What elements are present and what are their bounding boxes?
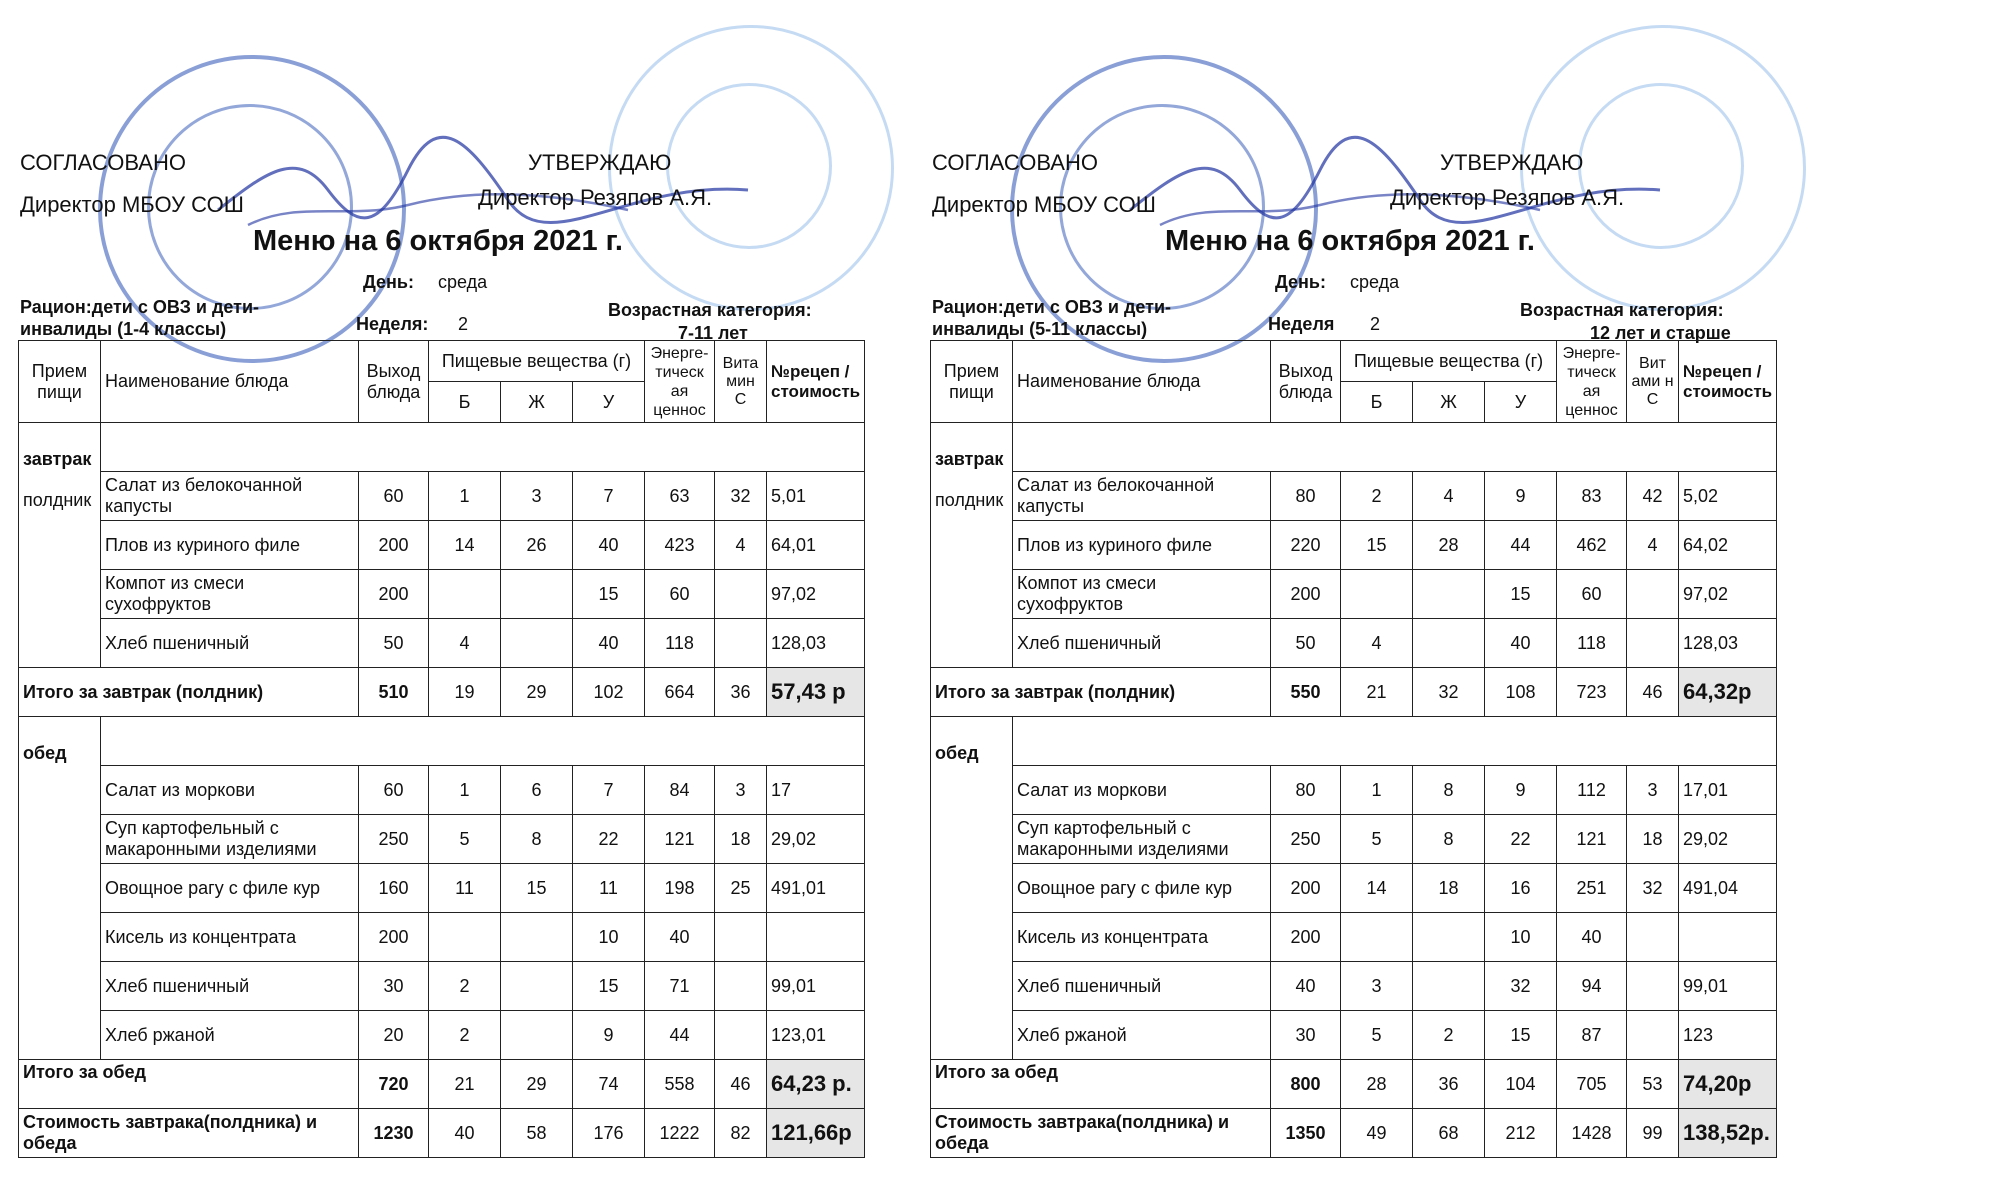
- cell-vitamin-c: 32: [1627, 864, 1679, 913]
- cell-energy: 723: [1557, 668, 1627, 717]
- cell-zh: 18: [1413, 864, 1485, 913]
- cell-yield: 30: [1271, 1011, 1341, 1060]
- cell-energy: 1222: [645, 1109, 715, 1158]
- cell-energy: 118: [1557, 619, 1627, 668]
- cell-u: 44: [1485, 521, 1557, 570]
- cell-energy: 121: [1557, 815, 1627, 864]
- table-row: [931, 1011, 1777, 1060]
- dish-name: Компот из смеси сухофруктов: [1013, 570, 1271, 619]
- cell-zh: 32: [1413, 668, 1485, 717]
- cell-zh: 28: [1413, 521, 1485, 570]
- cell-vitamin-c: [1627, 962, 1679, 1011]
- cell-u: 11: [573, 864, 645, 913]
- cell-energy: 94: [1557, 962, 1627, 1011]
- cell-vitamin-c: [1627, 913, 1679, 962]
- director-school: Директор МБОУ СОШ: [932, 192, 1156, 217]
- cell-yield: 20: [359, 1011, 429, 1060]
- cell-yield: 220: [1271, 521, 1341, 570]
- cell-u: 10: [1485, 913, 1557, 962]
- total-price: 64,23 р.: [767, 1060, 865, 1109]
- cell-zh: [1413, 619, 1485, 668]
- table-row: [931, 570, 1777, 619]
- cell-u: 10: [573, 913, 645, 962]
- total-row: [931, 1109, 1777, 1158]
- cell-vitamin-c: 18: [1627, 815, 1679, 864]
- cell-yield: 30: [359, 962, 429, 1011]
- cell-price: 5,02: [1679, 472, 1777, 521]
- age-value: 12 лет и старше: [1590, 323, 1731, 343]
- approved-label: УТВЕРЖДАЮ: [528, 150, 672, 175]
- cell-energy: 63: [645, 472, 715, 521]
- category-breakfast: завтрак: [935, 449, 1004, 469]
- director-name: Директор Резяпов А.Я.: [1390, 185, 1625, 210]
- menu-panel-right: [930, 0, 1810, 1197]
- table-row: [931, 913, 1777, 962]
- dish-name: Салат из моркови: [101, 766, 359, 815]
- cell-u: 32: [1485, 962, 1557, 1011]
- age-label: Возрастная категория:: [608, 300, 812, 320]
- cell-u: 176: [573, 1109, 645, 1158]
- table-row: [931, 864, 1777, 913]
- dish-name: Салат из моркови: [1013, 766, 1271, 815]
- cell-energy: 664: [645, 668, 715, 717]
- cell-zh: [501, 962, 573, 1011]
- table-row: [19, 815, 865, 864]
- dish-name: Хлеб ржаной: [101, 1011, 359, 1060]
- cell-energy: 44: [645, 1011, 715, 1060]
- cell-energy: 462: [1557, 521, 1627, 570]
- cell-zh: 58: [501, 1109, 573, 1158]
- cell-u: 22: [1485, 815, 1557, 864]
- cell-yield: 80: [1271, 766, 1341, 815]
- cell-vitamin-c: [1627, 570, 1679, 619]
- dish-name: Хлеб пшеничный: [101, 962, 359, 1011]
- menu-table: [18, 340, 865, 1158]
- director-name: Директор Резяпов А.Я.: [478, 185, 713, 210]
- table-row: [19, 472, 865, 521]
- dish-name: Кисель из концентрата: [101, 913, 359, 962]
- total-row: [19, 1060, 865, 1109]
- header-yield: Выход блюда: [359, 341, 429, 423]
- table-row: [19, 864, 865, 913]
- cell-u: 74: [573, 1060, 645, 1109]
- total-price: 64,32р: [1679, 668, 1777, 717]
- cell-energy: 112: [1557, 766, 1627, 815]
- total-row: [19, 1109, 865, 1158]
- cell-b: [1341, 913, 1413, 962]
- cell-yield: 200: [359, 521, 429, 570]
- cell-price: 5,01: [767, 472, 865, 521]
- cell-yield: 550: [1271, 668, 1341, 717]
- cell-price: 17,01: [1679, 766, 1777, 815]
- cell-vitamin-c: 42: [1627, 472, 1679, 521]
- cell-b: 5: [429, 815, 501, 864]
- total-lunch-label: Итого за обед: [931, 1060, 1271, 1109]
- menu-title: Меню на 6 октября 2021 г.: [1165, 225, 1535, 257]
- age-label: Возрастная категория:: [1520, 300, 1724, 320]
- total-breakfast-label: Итого за завтрак (полдник): [19, 668, 359, 717]
- header-b: Б: [1341, 382, 1413, 423]
- cell-yield: 510: [359, 668, 429, 717]
- cell-b: 2: [429, 962, 501, 1011]
- header-yield: Выход блюда: [1271, 341, 1341, 423]
- total-row: [931, 1060, 1777, 1109]
- cell-price: [1679, 913, 1777, 962]
- dish-name: Хлеб ржаной: [1013, 1011, 1271, 1060]
- cell-b: 1: [429, 472, 501, 521]
- table-row: [19, 913, 865, 962]
- day-value: среда: [438, 272, 488, 292]
- cell-vitamin-c: 36: [715, 668, 767, 717]
- cell-energy: 40: [1557, 913, 1627, 962]
- cell-u: 15: [1485, 570, 1557, 619]
- week-label: Неделя: [1268, 314, 1335, 334]
- cell-b: 2: [429, 1011, 501, 1060]
- cell-u: 22: [573, 815, 645, 864]
- cell-zh: 15: [501, 864, 573, 913]
- cell-vitamin-c: 4: [1627, 521, 1679, 570]
- cell-energy: 40: [645, 913, 715, 962]
- cell-yield: 80: [1271, 472, 1341, 521]
- director-school: Директор МБОУ СОШ: [20, 192, 244, 217]
- category-lunch: обед: [19, 717, 101, 1060]
- cell-b: 5: [1341, 1011, 1413, 1060]
- cell-vitamin-c: 46: [1627, 668, 1679, 717]
- cell-yield: 200: [1271, 913, 1341, 962]
- cell-yield: 200: [359, 913, 429, 962]
- cell-vitamin-c: 3: [1627, 766, 1679, 815]
- table-row: [19, 766, 865, 815]
- approved-label: УТВЕРЖДАЮ: [1440, 150, 1584, 175]
- cell-b: 1: [1341, 766, 1413, 815]
- cell-energy: 558: [645, 1060, 715, 1109]
- cell-b: 19: [429, 668, 501, 717]
- ration-text: Рацион:дети с ОВЗ и дети-инвалиды (1-4 классы): [20, 297, 260, 339]
- header-dish: Наименование блюда: [101, 341, 359, 423]
- cell-yield: 200: [1271, 864, 1341, 913]
- category-lunch: обед: [931, 717, 1013, 1060]
- cell-b: 3: [1341, 962, 1413, 1011]
- cell-b: [1341, 570, 1413, 619]
- cell-u: 9: [573, 1011, 645, 1060]
- cell-u: 40: [1485, 619, 1557, 668]
- cell-price: 97,02: [767, 570, 865, 619]
- total-price: 74,20р: [1679, 1060, 1777, 1109]
- header-u: У: [1485, 382, 1557, 423]
- cell-u: 9: [1485, 472, 1557, 521]
- cell-u: 16: [1485, 864, 1557, 913]
- cell-u: 15: [1485, 1011, 1557, 1060]
- cell-zh: 3: [501, 472, 573, 521]
- cell-energy: 705: [1557, 1060, 1627, 1109]
- dish-name: Салат из белокочанной капусты: [1013, 472, 1271, 521]
- cell-u: 40: [573, 521, 645, 570]
- cell-zh: 8: [1413, 815, 1485, 864]
- cell-yield: 200: [359, 570, 429, 619]
- cell-vitamin-c: 18: [715, 815, 767, 864]
- table-row: [19, 521, 865, 570]
- cell-vitamin-c: [715, 619, 767, 668]
- menu-title: Меню на 6 октября 2021 г.: [253, 225, 623, 257]
- total-row: [19, 668, 865, 717]
- cell-zh: 68: [1413, 1109, 1485, 1158]
- cell-b: 14: [429, 521, 501, 570]
- cell-yield: 1230: [359, 1109, 429, 1158]
- table-row: [931, 521, 1777, 570]
- cell-zh: 4: [1413, 472, 1485, 521]
- age-value: 7-11 лет: [678, 323, 748, 343]
- cell-energy: 423: [645, 521, 715, 570]
- cell-price: 128,03: [767, 619, 865, 668]
- cell-u: 108: [1485, 668, 1557, 717]
- cell-energy: 1428: [1557, 1109, 1627, 1158]
- total-price: 57,43 р: [767, 668, 865, 717]
- cell-zh: 29: [501, 1060, 573, 1109]
- cell-b: 28: [1341, 1060, 1413, 1109]
- cell-vitamin-c: [715, 1011, 767, 1060]
- header-recipe: №рецеп /стоимость: [767, 341, 865, 423]
- cell-u: 40: [573, 619, 645, 668]
- table-row: [19, 1011, 865, 1060]
- cell-price: 491,01: [767, 864, 865, 913]
- cell-vitamin-c: 82: [715, 1109, 767, 1158]
- cell-energy: 87: [1557, 1011, 1627, 1060]
- cell-price: 128,03: [1679, 619, 1777, 668]
- cell-zh: 8: [501, 815, 573, 864]
- cell-energy: 118: [645, 619, 715, 668]
- cell-price: 99,01: [767, 962, 865, 1011]
- cell-yield: 60: [359, 472, 429, 521]
- header-nutrients: Пищевые вещества (г): [1341, 341, 1557, 382]
- category-snack: полдник: [935, 490, 1004, 510]
- header-energy: Энерге- тическ ая ценнос: [645, 341, 715, 423]
- dish-name: Компот из смеси сухофруктов: [101, 570, 359, 619]
- dish-name: Овощное рагу с филе кур: [101, 864, 359, 913]
- cell-vitamin-c: [715, 570, 767, 619]
- cell-yield: 250: [359, 815, 429, 864]
- cell-b: 49: [1341, 1109, 1413, 1158]
- dish-name: Кисель из концентрата: [1013, 913, 1271, 962]
- cell-energy: 84: [645, 766, 715, 815]
- table-row: [19, 962, 865, 1011]
- cell-vitamin-c: 32: [715, 472, 767, 521]
- cell-zh: 26: [501, 521, 573, 570]
- header-u: У: [573, 382, 645, 423]
- cell-b: 11: [429, 864, 501, 913]
- cell-vitamin-c: 53: [1627, 1060, 1679, 1109]
- table-row: [931, 962, 1777, 1011]
- cell-price: 97,02: [1679, 570, 1777, 619]
- cell-energy: 60: [645, 570, 715, 619]
- day-value: среда: [1350, 272, 1400, 292]
- header-vitamin-c: Вита мин С: [715, 341, 767, 423]
- agreed-label: СОГЛАСОВАНО: [932, 150, 1098, 175]
- cell-price: 17: [767, 766, 865, 815]
- header-meal: Прием пищи: [19, 341, 101, 423]
- total-price: 138,52р.: [1679, 1109, 1777, 1158]
- cell-yield: 60: [359, 766, 429, 815]
- cell-zh: [501, 913, 573, 962]
- week-value: 2: [458, 314, 469, 334]
- cell-b: 4: [1341, 619, 1413, 668]
- cell-u: 7: [573, 472, 645, 521]
- table-row: [931, 619, 1777, 668]
- cell-zh: [1413, 962, 1485, 1011]
- cell-yield: 40: [1271, 962, 1341, 1011]
- cell-energy: 251: [1557, 864, 1627, 913]
- cell-price: 29,02: [1679, 815, 1777, 864]
- cell-vitamin-c: 99: [1627, 1109, 1679, 1158]
- cell-u: 15: [573, 570, 645, 619]
- cell-energy: 198: [645, 864, 715, 913]
- header-vitamin-c: Вит ами н С: [1627, 341, 1679, 423]
- cell-zh: [501, 570, 573, 619]
- cell-u: 212: [1485, 1109, 1557, 1158]
- cell-b: 5: [1341, 815, 1413, 864]
- category-breakfast: завтрак: [23, 449, 92, 469]
- dish-name: Хлеб пшеничный: [101, 619, 359, 668]
- header-recipe: №рецеп /стоимость: [1679, 341, 1777, 423]
- cell-yield: 250: [1271, 815, 1341, 864]
- agreed-label: СОГЛАСОВАНО: [20, 150, 186, 175]
- cell-yield: 160: [359, 864, 429, 913]
- table-row: [931, 472, 1777, 521]
- cell-vitamin-c: [715, 913, 767, 962]
- cell-zh: [1413, 913, 1485, 962]
- week-value: 2: [1370, 314, 1381, 334]
- cell-u: 104: [1485, 1060, 1557, 1109]
- table-row: [19, 570, 865, 619]
- cell-price: 123,01: [767, 1011, 865, 1060]
- cell-energy: 83: [1557, 472, 1627, 521]
- cell-price: 29,02: [767, 815, 865, 864]
- header-zh: Ж: [1413, 382, 1485, 423]
- total-breakfast-label: Итого за завтрак (полдник): [931, 668, 1271, 717]
- ration-text: Рацион:дети с ОВЗ и дети-инвалиды (5-11 классы): [932, 297, 1172, 339]
- cell-b: 2: [1341, 472, 1413, 521]
- cell-price: 99,01: [1679, 962, 1777, 1011]
- total-all-label: Стоимость завтрака(полдника) и обеда: [931, 1109, 1271, 1158]
- cell-zh: 6: [501, 766, 573, 815]
- cell-zh: [501, 1011, 573, 1060]
- table-row: [931, 766, 1777, 815]
- cell-energy: 71: [645, 962, 715, 1011]
- dish-name: Овощное рагу с филе кур: [1013, 864, 1271, 913]
- cell-yield: 50: [1271, 619, 1341, 668]
- dish-name: Хлеб пшеничный: [1013, 619, 1271, 668]
- header-dish: Наименование блюда: [1013, 341, 1271, 423]
- header-zh: Ж: [501, 382, 573, 423]
- table-row: [19, 619, 865, 668]
- header-meal: Прием пищи: [931, 341, 1013, 423]
- total-price: 121,66р: [767, 1109, 865, 1158]
- cell-b: 1: [429, 766, 501, 815]
- cell-b: 21: [1341, 668, 1413, 717]
- cell-yield: 1350: [1271, 1109, 1341, 1158]
- table-row: [931, 815, 1777, 864]
- dish-name: Плов из куриного филе: [1013, 521, 1271, 570]
- menu-panel-left: [18, 0, 898, 1197]
- cell-vitamin-c: 46: [715, 1060, 767, 1109]
- cell-yield: 200: [1271, 570, 1341, 619]
- cell-u: 9: [1485, 766, 1557, 815]
- cell-vitamin-c: [715, 962, 767, 1011]
- header-nutrients: Пищевые вещества (г): [429, 341, 645, 382]
- dish-name: Салат из белокочанной капусты: [101, 472, 359, 521]
- cell-energy: 60: [1557, 570, 1627, 619]
- cell-b: 14: [1341, 864, 1413, 913]
- menu-table: [930, 340, 1777, 1158]
- dish-name: Плов из куриного филе: [101, 521, 359, 570]
- cell-u: 7: [573, 766, 645, 815]
- cell-yield: 720: [359, 1060, 429, 1109]
- cell-b: 40: [429, 1109, 501, 1158]
- cell-energy: 121: [645, 815, 715, 864]
- dish-name: Хлеб пшеничный: [1013, 962, 1271, 1011]
- cell-vitamin-c: 25: [715, 864, 767, 913]
- cell-zh: [1413, 570, 1485, 619]
- dish-name: Суп картофельный с макаронными изделиями: [1013, 815, 1271, 864]
- week-label: Неделя:: [356, 314, 429, 334]
- cell-price: 64,01: [767, 521, 865, 570]
- cell-zh: 36: [1413, 1060, 1485, 1109]
- cell-b: 21: [429, 1060, 501, 1109]
- cell-vitamin-c: 3: [715, 766, 767, 815]
- cell-yield: 50: [359, 619, 429, 668]
- cell-vitamin-c: 4: [715, 521, 767, 570]
- cell-u: 102: [573, 668, 645, 717]
- day-label: День:: [363, 272, 414, 292]
- cell-u: 15: [573, 962, 645, 1011]
- cell-zh: 2: [1413, 1011, 1485, 1060]
- cell-vitamin-c: [1627, 619, 1679, 668]
- cell-b: [429, 913, 501, 962]
- header-energy: Энерге- тическ ая ценнос: [1557, 341, 1627, 423]
- header-b: Б: [429, 382, 501, 423]
- cell-zh: 8: [1413, 766, 1485, 815]
- total-lunch-label: Итого за обед: [19, 1060, 359, 1109]
- cell-vitamin-c: [1627, 1011, 1679, 1060]
- cell-b: [429, 570, 501, 619]
- total-all-label: Стоимость завтрака(полдника) и обеда: [19, 1109, 359, 1158]
- cell-b: 4: [429, 619, 501, 668]
- cell-zh: [501, 619, 573, 668]
- cell-price: [767, 913, 865, 962]
- cell-price: 64,02: [1679, 521, 1777, 570]
- cell-b: 15: [1341, 521, 1413, 570]
- cell-price: 491,04: [1679, 864, 1777, 913]
- day-label: День:: [1275, 272, 1326, 292]
- total-row: [931, 668, 1777, 717]
- cell-yield: 800: [1271, 1060, 1341, 1109]
- cell-zh: 29: [501, 668, 573, 717]
- dish-name: Суп картофельный с макаронными изделиями: [101, 815, 359, 864]
- cell-price: 123: [1679, 1011, 1777, 1060]
- category-snack: полдник: [23, 490, 92, 510]
